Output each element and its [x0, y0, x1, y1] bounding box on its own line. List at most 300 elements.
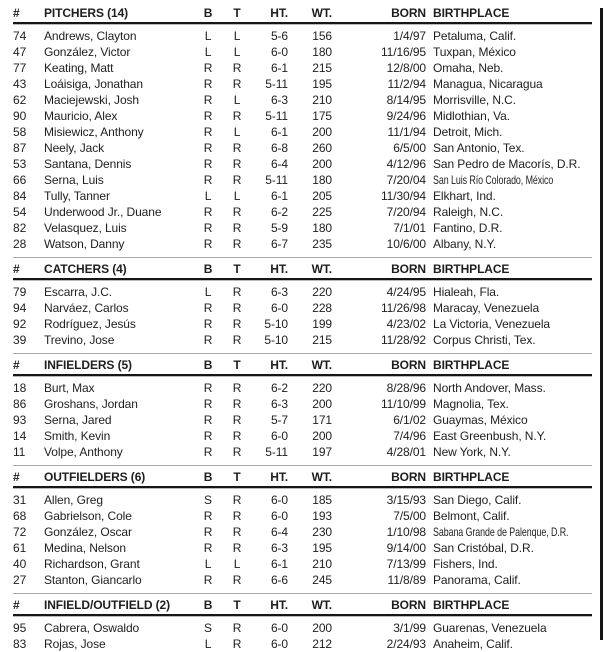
player-name: Andrews, Clayton	[44, 29, 137, 43]
player-row	[13, 204, 592, 220]
player-number: 54	[13, 205, 27, 219]
player-born: 11/30/94	[380, 189, 426, 203]
player-birthplace: Elkhart, Ind.	[433, 189, 496, 203]
player-name: Misiewicz, Anthony	[44, 125, 144, 139]
player-height: 6-1	[270, 557, 288, 571]
player-birthplace: Belmont, Calif.	[433, 509, 510, 523]
player-number: 18	[13, 381, 27, 395]
col-bats-header: B	[203, 358, 213, 372]
player-weight: 180	[312, 45, 332, 59]
col-born-header: BORN	[391, 6, 426, 20]
player-name: Allen, Greg	[44, 493, 103, 507]
section-title: OUTFIELDERS (6)	[44, 470, 146, 484]
col-birthplace-header: BIRTHPLACE	[433, 358, 510, 372]
player-birthplace-condensed: San Luis Río Colorado, México	[433, 173, 554, 187]
player-weight: 228	[312, 301, 332, 315]
player-born: 11/16/95	[380, 45, 426, 59]
player-born: 7/20/04	[386, 173, 426, 187]
player-number: 83	[13, 637, 27, 651]
player-number: 90	[13, 109, 27, 123]
col-born-header: BORN	[391, 358, 426, 372]
player-number: 84	[13, 189, 27, 203]
player-height: 5-9	[270, 221, 288, 235]
player-born: 11/1/94	[387, 125, 426, 139]
player-born: 4/28/01	[386, 445, 426, 459]
player-born: 3/15/93	[386, 493, 426, 507]
col-weight-header: WT.	[311, 470, 332, 484]
player-number: 72	[13, 525, 27, 539]
player-throws: R	[232, 237, 242, 251]
player-height: 5-11	[265, 445, 288, 459]
col-number-header: #	[13, 598, 20, 612]
player-born: 11/10/99	[380, 397, 426, 411]
player-name: Rojas, Jose	[44, 637, 106, 651]
col-weight-header: WT.	[311, 262, 332, 276]
player-number: 79	[13, 285, 27, 299]
player-born: 8/14/95	[386, 93, 426, 107]
player-weight: 212	[312, 637, 332, 651]
player-weight: 245	[312, 573, 332, 587]
player-name: González, Oscar	[44, 525, 132, 539]
player-number: 87	[13, 141, 27, 155]
player-birthplace: Panorama, Calif.	[433, 573, 521, 587]
player-weight: 171	[312, 413, 332, 427]
player-throws: L	[233, 557, 241, 571]
player-weight: 180	[312, 221, 332, 235]
player-name: Medina, Nelson	[44, 541, 126, 555]
player-name: Tully, Tanner	[44, 189, 110, 203]
player-birthplace: Fantino, D.R.	[433, 221, 503, 235]
player-birthplace: Detroit, Mich.	[433, 125, 503, 139]
section-title: PITCHERS (14)	[44, 6, 129, 20]
player-name: González, Victor	[44, 45, 131, 59]
player-throws: R	[232, 397, 242, 411]
player-height: 6-3	[270, 285, 288, 299]
col-weight-header: WT.	[311, 358, 332, 372]
player-name: Gabrielson, Cole	[44, 509, 132, 523]
player-throws: R	[232, 221, 242, 235]
col-height-header: HT.	[270, 358, 288, 372]
player-row	[13, 524, 592, 540]
player-bats: R	[203, 397, 213, 411]
player-born: 6/5/00	[393, 141, 426, 155]
player-row	[13, 108, 592, 124]
page-edge-rule	[600, 8, 603, 640]
player-number: 66	[13, 173, 27, 187]
player-name: Rodríguez, Jesús	[44, 317, 136, 331]
player-name: Narváez, Carlos	[44, 301, 129, 315]
player-row	[13, 316, 592, 332]
player-throws: R	[232, 525, 242, 539]
player-number: 47	[13, 45, 27, 59]
player-born: 11/26/98	[380, 301, 426, 315]
player-height: 5-11	[265, 173, 288, 187]
player-number: 82	[13, 221, 27, 235]
player-birthplace: Maracay, Venezuela	[433, 301, 540, 315]
player-born: 7/5/00	[393, 509, 426, 523]
player-number: 95	[13, 621, 27, 635]
player-row	[13, 284, 592, 300]
player-weight: 200	[312, 397, 332, 411]
col-birthplace-header: BIRTHPLACE	[433, 598, 510, 612]
player-row	[13, 172, 592, 188]
player-weight: 156	[312, 29, 332, 43]
player-birthplace: Corpus Christi, Tex.	[433, 333, 536, 347]
player-number: 77	[13, 61, 27, 75]
player-birthplace: San Diego, Calif.	[433, 493, 522, 507]
player-birthplace: East Greenbush, N.Y.	[433, 429, 547, 443]
player-bats: R	[203, 221, 213, 235]
col-number-header: #	[13, 262, 20, 276]
player-birthplace: Raleigh, N.C.	[433, 205, 504, 219]
player-birthplace: Anaheim, Calif.	[433, 637, 513, 651]
player-bats: L	[204, 189, 212, 203]
col-weight-header: WT.	[311, 6, 332, 20]
player-weight: 193	[312, 509, 332, 523]
player-born: 1/10/98	[386, 525, 426, 539]
section-title: INFIELDERS (5)	[44, 358, 132, 372]
player-throws: R	[232, 317, 242, 331]
player-bats: S	[204, 493, 212, 507]
player-row	[13, 236, 592, 252]
player-height: 6-3	[270, 93, 288, 107]
player-number: 31	[13, 493, 27, 507]
player-weight: 225	[312, 205, 332, 219]
col-bats-header: B	[203, 598, 213, 612]
player-number: 40	[13, 557, 27, 571]
col-born-header: BORN	[391, 598, 426, 612]
player-bats: R	[203, 525, 213, 539]
player-name: Loáisiga, Jonathan	[44, 77, 143, 91]
player-name: Watson, Danny	[44, 237, 125, 251]
player-row	[13, 572, 592, 588]
col-bats-header: B	[203, 262, 213, 276]
player-row	[13, 492, 592, 508]
player-bats: L	[204, 557, 212, 571]
player-row	[13, 28, 592, 44]
player-height: 5-10	[264, 333, 288, 347]
player-height: 6-0	[270, 301, 288, 315]
player-number: 61	[13, 541, 27, 555]
player-birthplace-condensed: Sabana Grande de Palenque, D.R.	[433, 525, 569, 539]
player-number: 28	[13, 237, 27, 251]
player-weight: 215	[312, 333, 332, 347]
player-weight: 200	[312, 157, 332, 171]
player-bats: R	[203, 173, 213, 187]
player-number: 11	[13, 445, 26, 459]
player-birthplace	[433, 524, 608, 540]
player-throws: R	[232, 429, 242, 443]
player-bats: R	[203, 445, 213, 459]
player-row	[13, 540, 592, 556]
player-weight: 200	[312, 621, 332, 635]
player-row	[13, 60, 592, 76]
player-birthplace: Tuxpan, México	[433, 45, 516, 59]
col-throws-header: T	[233, 598, 241, 612]
player-bats: R	[203, 541, 213, 555]
player-row	[13, 156, 592, 172]
player-height: 6-1	[270, 125, 288, 139]
player-name: Neely, Jack	[44, 141, 105, 155]
player-weight: 230	[312, 525, 332, 539]
player-weight: 220	[312, 285, 332, 299]
player-throws: L	[233, 125, 241, 139]
col-born-header: BORN	[391, 262, 426, 276]
player-height: 5-11	[265, 109, 288, 123]
player-height: 6-6	[270, 573, 288, 587]
player-row	[13, 332, 592, 348]
player-row	[13, 636, 592, 652]
player-height: 6-4	[270, 157, 288, 171]
player-weight: 180	[312, 173, 332, 187]
player-bats: L	[204, 637, 212, 651]
player-weight: 185	[312, 493, 332, 507]
player-born: 6/1/02	[393, 413, 426, 427]
player-name: Stanton, Giancarlo	[44, 573, 142, 587]
player-birthplace: North Andover, Mass.	[433, 381, 546, 395]
player-throws: R	[232, 61, 242, 75]
player-row	[13, 556, 592, 572]
player-row	[13, 124, 592, 140]
player-bats: R	[203, 93, 213, 107]
player-weight: 195	[312, 77, 332, 91]
player-name: Burt, Max	[44, 381, 95, 395]
player-throws: R	[232, 205, 242, 219]
player-throws: R	[232, 109, 242, 123]
section-header	[13, 5, 592, 24]
player-born: 11/28/92	[380, 333, 426, 347]
player-bats: S	[204, 621, 212, 635]
player-row	[13, 188, 592, 204]
player-height: 6-1	[270, 61, 288, 75]
player-bats: R	[203, 61, 213, 75]
player-number: 43	[13, 77, 27, 91]
player-throws: R	[232, 621, 242, 635]
player-throws: R	[232, 381, 242, 395]
player-weight: 199	[312, 317, 332, 331]
player-throws: R	[232, 77, 242, 91]
player-bats: R	[203, 301, 213, 315]
player-row	[13, 428, 592, 444]
player-weight: 195	[312, 541, 332, 555]
player-born: 7/13/99	[386, 557, 426, 571]
player-throws: R	[232, 573, 242, 587]
section-header	[13, 353, 592, 376]
player-weight: 200	[312, 125, 332, 139]
player-birthplace: Magnolia, Tex.	[433, 397, 509, 411]
col-number-header: #	[13, 470, 20, 484]
player-weight: 215	[312, 61, 332, 75]
col-birthplace-header: BIRTHPLACE	[433, 470, 510, 484]
player-born: 9/14/00	[386, 541, 426, 555]
player-throws: L	[233, 29, 241, 43]
player-weight: 210	[312, 557, 332, 571]
player-bats: R	[203, 413, 213, 427]
player-row	[13, 444, 592, 460]
player-born: 12/8/00	[386, 61, 426, 75]
player-row	[13, 508, 592, 524]
player-height: 6-0	[270, 637, 288, 651]
player-birthplace: San Cristóbal, D.R.	[433, 541, 534, 555]
player-birthplace: Guaymas, México	[433, 413, 528, 427]
col-throws-header: T	[233, 470, 241, 484]
col-number-header: #	[13, 6, 20, 20]
player-height: 6-1	[270, 189, 288, 203]
player-name: Underwood Jr., Duane	[44, 205, 162, 219]
player-birthplace: Morrisville, N.C.	[433, 93, 516, 107]
player-birthplace: Midlothian, Va.	[433, 109, 510, 123]
player-birthplace: La Victoria, Venezuela	[433, 317, 550, 331]
player-throws: L	[233, 189, 241, 203]
player-born: 7/20/94	[386, 205, 426, 219]
col-born-header: BORN	[391, 470, 426, 484]
player-number: 62	[13, 93, 27, 107]
player-height: 6-3	[270, 541, 288, 555]
player-row	[13, 412, 592, 428]
player-row	[13, 92, 592, 108]
player-height: 5-11	[265, 77, 288, 91]
player-throws: R	[232, 493, 242, 507]
player-weight: 175	[312, 109, 332, 123]
player-name: Cabrera, Oswaldo	[44, 621, 140, 635]
col-height-header: HT.	[270, 470, 288, 484]
player-row	[13, 620, 592, 636]
player-born: 11/8/89	[387, 573, 426, 587]
player-height: 6-0	[270, 509, 288, 523]
player-throws: R	[232, 413, 242, 427]
col-birthplace-header: BIRTHPLACE	[433, 262, 510, 276]
player-bats: R	[203, 573, 213, 587]
player-number: 86	[13, 397, 27, 411]
player-birthplace: Hialeah, Fla.	[433, 285, 500, 299]
player-birthplace: New York, N.Y.	[433, 445, 511, 459]
player-birthplace: Fishers, Ind.	[433, 557, 498, 571]
player-name: Smith, Kevin	[44, 429, 111, 443]
player-weight: 210	[312, 93, 332, 107]
player-bats: R	[203, 141, 213, 155]
player-birthplace: San Antonio, Tex.	[433, 141, 525, 155]
player-throws: R	[232, 637, 242, 651]
col-height-header: HT.	[270, 598, 288, 612]
player-born: 3/1/99	[393, 621, 426, 635]
col-number-header: #	[13, 358, 20, 372]
player-born: 1/4/97	[393, 29, 426, 43]
player-bats: R	[203, 205, 213, 219]
col-bats-header: B	[203, 470, 213, 484]
player-number: 53	[13, 157, 27, 171]
player-bats: R	[203, 509, 213, 523]
section-title: CATCHERS (4)	[44, 262, 127, 276]
player-row	[13, 300, 592, 316]
col-height-header: HT.	[270, 262, 288, 276]
roster-table	[13, 5, 592, 652]
player-name: Richardson, Grant	[44, 557, 140, 571]
col-throws-header: T	[233, 6, 241, 20]
col-weight-header: WT.	[311, 598, 332, 612]
section-header	[13, 465, 592, 488]
player-height: 6-7	[270, 237, 288, 251]
player-name: Serna, Luis	[44, 173, 104, 187]
player-birthplace: Managua, Nicaragua	[433, 77, 543, 91]
player-throws: R	[232, 285, 242, 299]
player-row	[13, 140, 592, 156]
player-weight: 235	[312, 237, 332, 251]
player-height: 6-8	[270, 141, 288, 155]
player-bats: R	[203, 125, 213, 139]
player-born: 9/24/96	[386, 109, 426, 123]
player-bats: R	[203, 429, 213, 443]
player-bats: R	[203, 157, 213, 171]
player-throws: R	[232, 333, 242, 347]
player-weight: 260	[312, 141, 332, 155]
player-name: Escarra, J.C.	[44, 285, 113, 299]
player-bats: R	[203, 317, 213, 331]
player-bats: R	[203, 237, 213, 251]
section-header	[13, 257, 592, 280]
player-name: Trevino, Jose	[44, 333, 115, 347]
player-height: 5-7	[270, 413, 288, 427]
player-number: 94	[13, 301, 27, 315]
player-throws: R	[232, 301, 242, 315]
player-height: 6-0	[270, 45, 288, 59]
player-name: Groshans, Jordan	[44, 397, 138, 411]
section-header	[13, 593, 592, 616]
player-birthplace	[433, 172, 596, 188]
player-born: 10/6/00	[386, 237, 426, 251]
player-height: 5-10	[264, 317, 288, 331]
player-height: 6-2	[270, 205, 288, 219]
player-born: 4/23/02	[386, 317, 426, 331]
player-birthplace: Omaha, Neb.	[433, 61, 504, 75]
player-number: 14	[13, 429, 27, 443]
player-born: 4/24/95	[386, 285, 426, 299]
section-title: INFIELD/OUTFIELD (2)	[44, 598, 170, 612]
player-birthplace: San Pedro de Macorís, D.R.	[433, 157, 581, 171]
player-height: 5-6	[270, 29, 288, 43]
col-height-header: HT.	[270, 6, 288, 20]
player-throws: R	[232, 157, 242, 171]
player-throws: R	[232, 141, 242, 155]
col-bats-header: B	[203, 6, 213, 20]
player-row	[13, 380, 592, 396]
player-height: 6-2	[270, 381, 288, 395]
player-height: 6-4	[270, 525, 288, 539]
player-number: 39	[13, 333, 27, 347]
player-born: 7/1/01	[393, 221, 426, 235]
player-name: Maciejewski, Josh	[44, 93, 139, 107]
player-row	[13, 220, 592, 236]
player-number: 92	[13, 317, 27, 331]
col-throws-header: T	[233, 358, 241, 372]
player-number: 27	[13, 573, 27, 587]
player-weight: 197	[312, 445, 332, 459]
player-name: Mauricio, Alex	[44, 109, 118, 123]
player-weight: 200	[312, 429, 332, 443]
col-throws-header: T	[233, 262, 241, 276]
player-number: 58	[13, 125, 27, 139]
player-bats: L	[204, 285, 212, 299]
player-height: 6-0	[270, 621, 288, 635]
player-bats: R	[203, 109, 213, 123]
player-birthplace: Guarenas, Venezuela	[433, 621, 547, 635]
player-throws: L	[233, 45, 241, 59]
player-row	[13, 76, 592, 92]
player-bats: R	[203, 333, 213, 347]
player-row	[13, 44, 592, 60]
player-height: 6-3	[270, 397, 288, 411]
player-throws: R	[232, 541, 242, 555]
player-bats: R	[203, 381, 213, 395]
